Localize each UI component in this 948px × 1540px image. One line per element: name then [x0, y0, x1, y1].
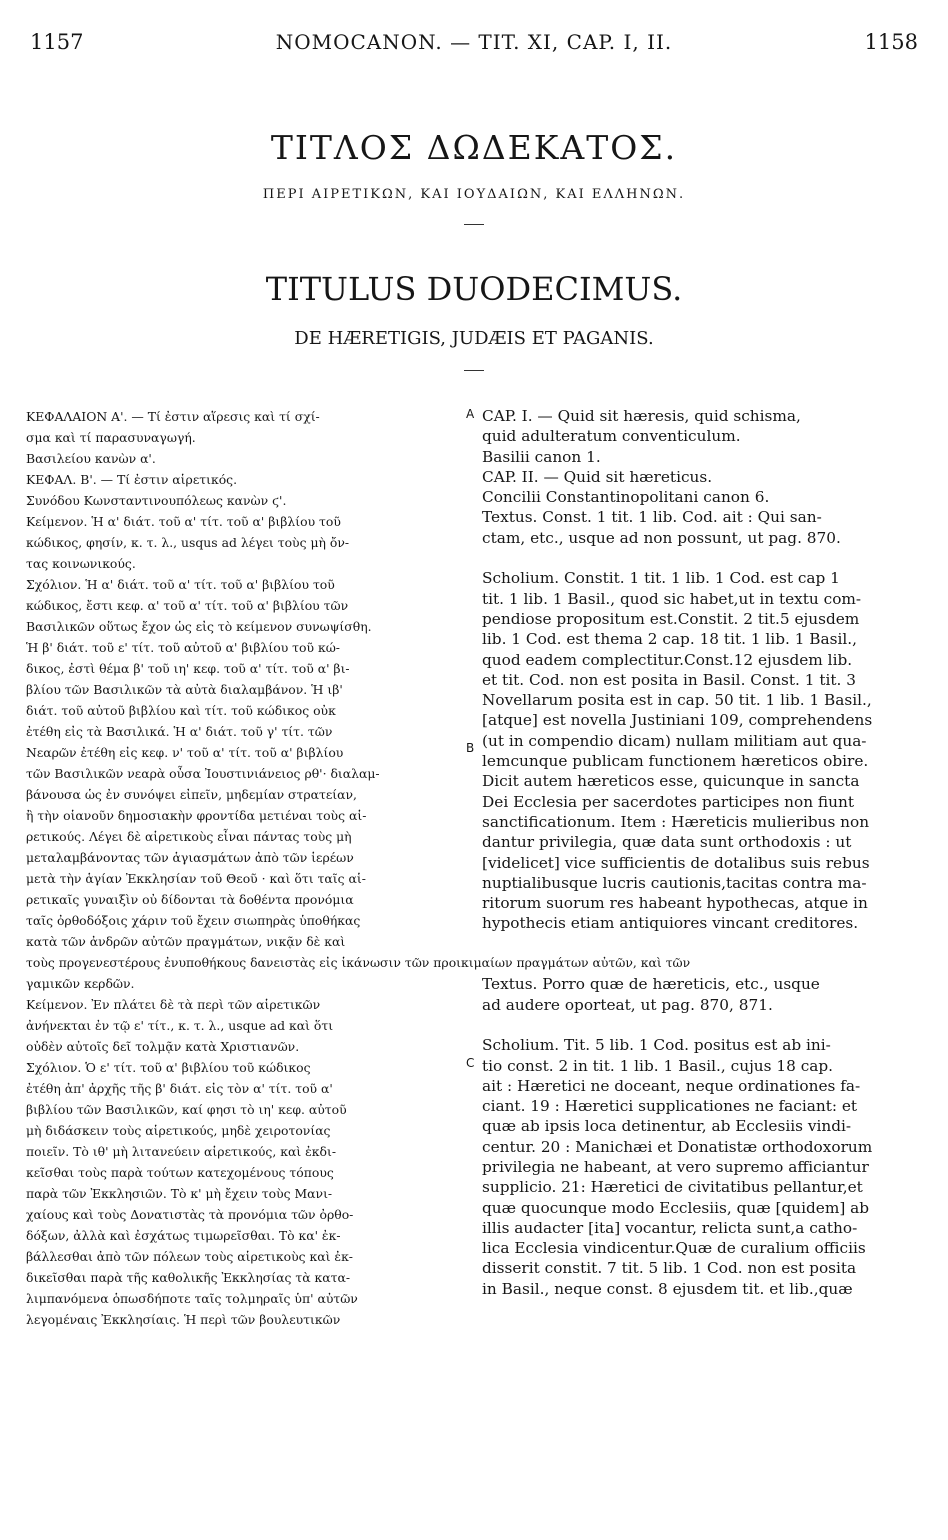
greek-text-line: χαίους καὶ τοὺς Δονατιστὰς τὰ προνόμια τῶν ὀρθο-: [26, 1207, 354, 1222]
latin-text-line: quæ ab ipsis loca detinentur, ab Ecclesiis vindi-: [482, 1117, 852, 1136]
latin-text-line: tit. 1 lib. 1 Basil., quod sic habet,ut in textu com-: [482, 589, 862, 608]
greek-text-line: τοὺς προγενεστέρους ἐνυποθήκους δανειστὰς εἰς ἱκάνωσιν τῶν προικιμαίων πραγμάτων αὐτῶν, καὶ τῶν: [26, 955, 691, 970]
latin-text-line: ciant. 19 : Hæretici supplicationes ne faciant: et: [482, 1097, 858, 1116]
greek-text-line: Σχόλιον. Ἡ α' διάτ. τοῦ α' τίτ. τοῦ α' βιβλίου τοῦ: [26, 577, 335, 592]
greek-text-line: βιβλίου τῶν Βασιλικῶν, καί φησι τὸ ιη' κεφ. αὐτοῦ: [26, 1102, 347, 1117]
margin-mark-a: A: [466, 407, 475, 421]
greek-text-line: Βασιλικῶν οὕτως ἔχον ὡς εἰς τὸ κείμενον συνωψίσθη.: [26, 619, 372, 634]
latin-text-line: Concilii Constantinopolitani canon 6.: [482, 488, 770, 507]
running-title: NOMOCANON. — TIT. XI, CAP. I, II.: [275, 30, 673, 54]
latin-text-line: [videlicet] vice sufficientis de dotalibus suis rebus: [482, 853, 870, 872]
greek-text-line: ρετικούς. Λέγει δὲ αἱρετικοὺς εἶναι πάντας τοὺς μὴ: [26, 829, 352, 844]
greek-subtitle: ΠΕΡΙ ΑΙΡΕΤΙΚΩΝ, ΚΑΙ ΙΟΥΔΑΙΩΝ, ΚΑΙ ΕΛΛΗΝΩΝ.: [262, 187, 686, 202]
greek-text-line: ΚΕΦΑΛ. Β'. — Τί ἐστιν αἱρετικός.: [26, 472, 238, 487]
latin-title: TITULUS DUODECIMUS.: [265, 270, 683, 308]
greek-text-line: λεγομέναις Ἐκκλησίαις. Ἡ περὶ τῶν βουλευτικῶν: [26, 1312, 341, 1327]
latin-text-line: tio const. 2 in tit. 1 lib. 1 Basil., cujus 18 cap.: [482, 1056, 834, 1075]
latin-text-line: Dei Ecclesia per sacerdotes participes non fiunt: [482, 792, 854, 811]
greek-text-line: τῶν Βασιλικῶν νεαρὰ οὖσα Ἰουστινιάνειος ρθ'· διαλαμ-: [26, 766, 380, 781]
greek-text-line: Συνόδου Κωνσταντινουπόλεως κανὼν ϛ'.: [26, 493, 287, 508]
latin-text-line: Textus. Const. 1 tit. 1 lib. Cod. ait : Qui san-: [482, 508, 822, 527]
right-page-number: 1158: [864, 30, 918, 54]
greek-text-line: ΚΕΦΑΛΑΙΟΝ Α'. — Τί ἐστιν αἵρεσις καὶ τί σχί-: [26, 409, 320, 424]
greek-text-line: λιμπανόμενα ὁπωσδήποτε ταῖς τολμηραῖς ὑπ' αὐτῶν: [26, 1291, 358, 1306]
greek-text-line: ἐτέθη ἀπ' ἀρχῆς τῆς β' διάτ. εἰς τὸν α' τίτ. τοῦ α': [26, 1081, 333, 1096]
latin-subtitle: DE HÆRETIGIS, JUDÆIS ET PAGANIS.: [294, 328, 654, 349]
greek-text-line: παρὰ τῶν Ἐκκλησιῶν. Τὸ κ' μὴ ἔχειν τοὺς Μανι-: [26, 1186, 333, 1201]
greek-text-line: μεταλαμβάνοντας τῶν ἁγιασμάτων ἀπὸ τῶν ἱερέων: [26, 850, 354, 865]
latin-text-line: lica Ecclesia vindicentur.Quæ de curalium officiis: [482, 1239, 866, 1258]
greek-text-line: δόξων, ἀλλὰ καὶ ἐσχάτως τιμωρεῖσθαι. Τὸ κα' ἐκ-: [26, 1228, 341, 1243]
latin-text-line: Dicit autem hæreticos esse, quicunque in sancta: [482, 772, 860, 791]
running-header: [30, 30, 918, 60]
greek-text-line: μετὰ τὴν ἁγίαν Ἐκκλησίαν τοῦ Θεοῦ · καὶ ὅτι ταῖς αἱ-: [26, 871, 366, 886]
latin-text-line: Novellarum posita est in cap. 50 tit. 1 lib. 1 Basil.,: [482, 691, 872, 710]
margin-mark-c: C: [466, 1056, 475, 1070]
greek-title: ΤΙΤΛΟΣ ΔΩΔΕΚΑΤΟΣ.: [270, 128, 678, 167]
latin-text-line: disserit constit. 7 tit. 5 lib. 1 Cod. non est posita: [482, 1259, 857, 1278]
latin-text-line: CAP. II. — Quid sit hæreticus.: [482, 467, 713, 486]
greek-text-line: γαμικῶν κερδῶν.: [26, 976, 135, 991]
latin-text-line: dantur privilegia, quæ data sunt orthodoxis : ut: [482, 833, 852, 852]
latin-text-line: Textus. Porro quæ de hæreticis, etc., usque: [482, 975, 820, 994]
latin-text-line: Basilii canon 1.: [482, 447, 601, 466]
latin-text-line: sanctificationum. Item : Hæreticis mulieribus non: [482, 812, 870, 831]
greek-text-line: κώδικος, ἔστι κεφ. α' τοῦ α' τίτ. τοῦ α' βιβλίου τῶν: [26, 598, 349, 613]
latin-text-line: privilegia ne habeant, at vero supremo afficiantur: [482, 1157, 869, 1176]
greek-text-line: Κείμενον. Ἐν πλάτει δὲ τὰ περὶ τῶν αἱρετικῶν: [26, 997, 321, 1012]
greek-text-line: Σχόλιον. Ὁ ε' τίτ. τοῦ α' βιβλίου τοῦ κώδικος: [26, 1060, 311, 1075]
greek-text-line: ποιεῖν. Τὸ ιθ' μὴ λιτανεύειν αἱρετικούς, καὶ ἐκδι-: [26, 1144, 337, 1159]
latin-text-line: (ut in compendio dicam) nullam militiam aut qua-: [482, 731, 867, 750]
latin-text-line: [atque] est novella Justiniani 109, comprehendens: [482, 711, 873, 730]
latin-text-line: [482, 934, 922, 954]
greek-text-line: τας κοινωνικούς.: [26, 556, 136, 571]
latin-text-line: centur. 20 : Manichæi et Donatistæ orthodoxorum: [482, 1137, 873, 1156]
greek-text-line: δικεῖσθαι παρὰ τῆς καθολικῆς Ἐκκλησίας τὰ κατα-: [26, 1270, 351, 1285]
title-divider: [464, 224, 484, 225]
greek-text-line: Βασιλείου κανὼν α'.: [26, 451, 156, 466]
latin-text-line: ait : Hæretici ne doceant, neque ordinationes fa-: [482, 1076, 861, 1095]
latin-text-line: lemcunque publicam functionem hæreticos obire.: [482, 752, 869, 771]
latin-text-line: lib. 1 Cod. est thema 2 cap. 18 tit. 1 lib. 1 Basil.,: [482, 630, 858, 649]
latin-text-line: hypothecis etiam antiquiores vincant creditores.: [482, 914, 859, 933]
latin-text-line: nuptialibusque lucris cautionis,tacitas contra ma-: [482, 873, 867, 892]
margin-mark-b: B: [466, 741, 475, 755]
greek-text-line: ἢ τὴν οἱανοῦν δημοσιακὴν φροντίδα μετιέναι τοὺς αἱ-: [26, 808, 367, 823]
greek-text-line: σμα καὶ τί παρασυναγωγή.: [26, 430, 196, 445]
latin-text-line: [482, 548, 922, 568]
greek-text-line: κατὰ τῶν ἀνδρῶν αὐτῶν πραγμάτων, νικᾷν δὲ καὶ: [26, 934, 346, 949]
latin-text-line: in Basil., neque const. 8 ejusdem tit. et lib.,quæ: [482, 1279, 853, 1298]
greek-text-line: κώδικος, φησίν, κ. τ. λ., usqus ad λέγει τοὺς μὴ ὄν-: [26, 535, 350, 550]
latin-text-line: CAP. I. — Quid sit hæresis, quid schisma,: [482, 407, 801, 425]
subtitle-divider: [464, 370, 484, 371]
greek-text-line: ἀνήνεκται ἐν τῷ ε' τίτ., κ. τ. λ., usque ad καὶ ὅτι: [26, 1018, 334, 1033]
greek-text-line: βάλλεσθαι ἀπὸ τῶν πόλεων τοὺς αἱρετικοὺς καὶ ἐκ-: [26, 1249, 353, 1264]
latin-text-line: ritorum suorum res habeant hypothecas, atque in: [482, 894, 868, 913]
greek-text-line: Νεαρῶν ἐτέθη εἰς κεφ. ν' τοῦ α' τίτ. τοῦ α' βιβλίου: [26, 745, 344, 760]
greek-text-line: ἐτέθη εἰς τὰ Βασιλικά. Ἡ α' διάτ. τοῦ γ' τίτ. τῶν: [26, 724, 333, 739]
latin-text-line: Scholium. Constit. 1 tit. 1 lib. 1 Cod. est cap 1: [482, 569, 840, 588]
greek-text-line: βάνουσα ὡς ἐν συνόψει εἰπεῖν, μηδεμίαν στρατείαν,: [26, 787, 357, 802]
latin-text-line: quæ quocunque modo Ecclesiis, quæ [quidem] ab: [482, 1198, 870, 1217]
latin-text-line: supplicio. 21: Hæretici de civitatibus pellantur,et: [482, 1178, 863, 1197]
greek-text-line: Ἡ β' διάτ. τοῦ ε' τίτ. τοῦ αὐτοῦ α' βιβλίου τοῦ κώ-: [26, 640, 340, 655]
left-page-number: 1157: [30, 30, 84, 54]
greek-text-line: ρετικαῖς γυναιξὶν οὐ δίδονται τὰ δοθέντα προνόμια: [26, 892, 354, 907]
greek-text-line: οὐδὲν αὐτοῖς δεῖ τολμᾷν κατὰ Χριστιανῶν.: [26, 1039, 300, 1054]
greek-text-line: Κείμενον. Ἡ α' διάτ. τοῦ α' τίτ. τοῦ α' βιβλίου τοῦ: [26, 514, 341, 529]
greek-text-line: μὴ διδάσκειν τοὺς αἱρετικούς, μηδὲ χειροτονίας: [26, 1123, 331, 1138]
latin-text-line: quod eadem complectitur.Const.12 ejusdem lib.: [482, 650, 853, 669]
greek-text-line: δικος, ἐστὶ θέμα β' τοῦ ιη' κεφ. τοῦ α' τίτ. τοῦ α' βι-: [26, 661, 350, 676]
latin-text-line: [482, 1015, 922, 1035]
latin-text-line: [482, 954, 922, 974]
latin-text-line: ctam, etc., usque ad non possunt, ut pag. 870.: [482, 528, 841, 547]
latin-column: [482, 406, 922, 1299]
latin-text-line: et tit. Cod. non est posita in Basil. Const. 1 tit. 3: [482, 670, 857, 689]
greek-text-line: βλίου τῶν Βασιλικῶν τὰ αὐτὰ διαλαμβάνον. Ἡ ιβ': [26, 682, 343, 697]
latin-text-line: pendiose propositum est.Constit. 2 tit.5 ejusdem: [482, 609, 860, 628]
greek-text-line: ταῖς ὀρθοδόξοις χάριν τοῦ ἔχειν σιωπηρὰς ὑποθήκας: [26, 913, 361, 928]
latin-text-line: Scholium. Tit. 5 lib. 1 Cod. positus est ab ini-: [482, 1036, 831, 1055]
greek-text-line: διάτ. τοῦ αὐτοῦ βιβλίου καὶ τίτ. τοῦ κώδικος οὐκ: [26, 703, 336, 718]
latin-text-line: quid adulteratum conventiculum.: [482, 427, 741, 446]
greek-text-line: κεῖσθαι τοὺς παρὰ τούτων κατεχομένους τόπους: [26, 1165, 334, 1180]
latin-text-line: ad audere oporteat, ut pag. 870, 871.: [482, 995, 773, 1014]
latin-text-line: illis audacter [ita] vocantur, relicta sunt,a catho-: [482, 1218, 858, 1237]
